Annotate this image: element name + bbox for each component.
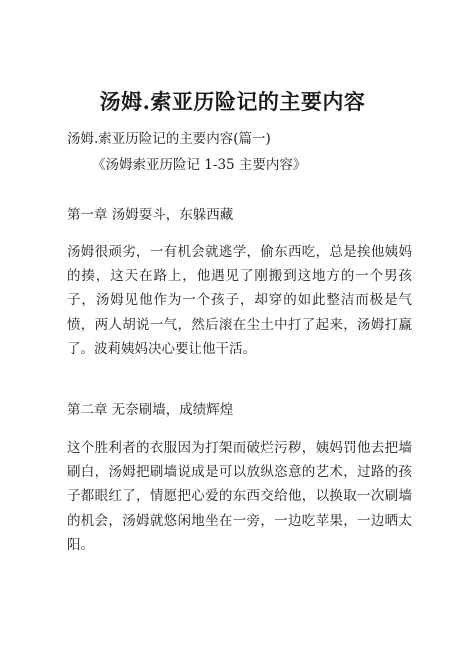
document-title: 汤姆.索亚历险记的主要内容	[99, 89, 366, 114]
document-subtitle: 汤姆.索亚历险记的主要内容(篇一)	[67, 131, 271, 147]
toc-line: 《汤姆索亚历险记 1-35 主要内容》	[92, 157, 307, 173]
chapter-1-heading: 第一章 汤姆耍斗，东躲西藏	[67, 207, 234, 223]
chapter-1-paragraph: 汤姆很顽劣，一有机会就逃学，偷东西吃，总是挨他姨妈的揍，这天在路上，他遇见了刚搬到这地方的一个男孩子，汤姆见他作为一个孩子，却穿的如此整洁而极是气愤，两人胡说一气，然后滚在尘土中打了起来，汤姆打赢了。波莉姨妈决心要让他干活。	[67, 244, 412, 357]
chapter-2-heading: 第二章 无奈刷墙，成绩辉煌	[67, 402, 234, 418]
chapter-2-paragraph: 这个胜利者的衣服因为打架而破烂污秽，姨妈罚他去把墙刷白，汤姆把刷墙说成是可以放纵恣意的艺术，过路的孩子都眼红了，情愿把心爱的东西交给他，以换取一次刷墙的机会，汤姆就悠闲地坐在一旁，一边吃苹果，一边晒太阳。	[67, 440, 412, 553]
